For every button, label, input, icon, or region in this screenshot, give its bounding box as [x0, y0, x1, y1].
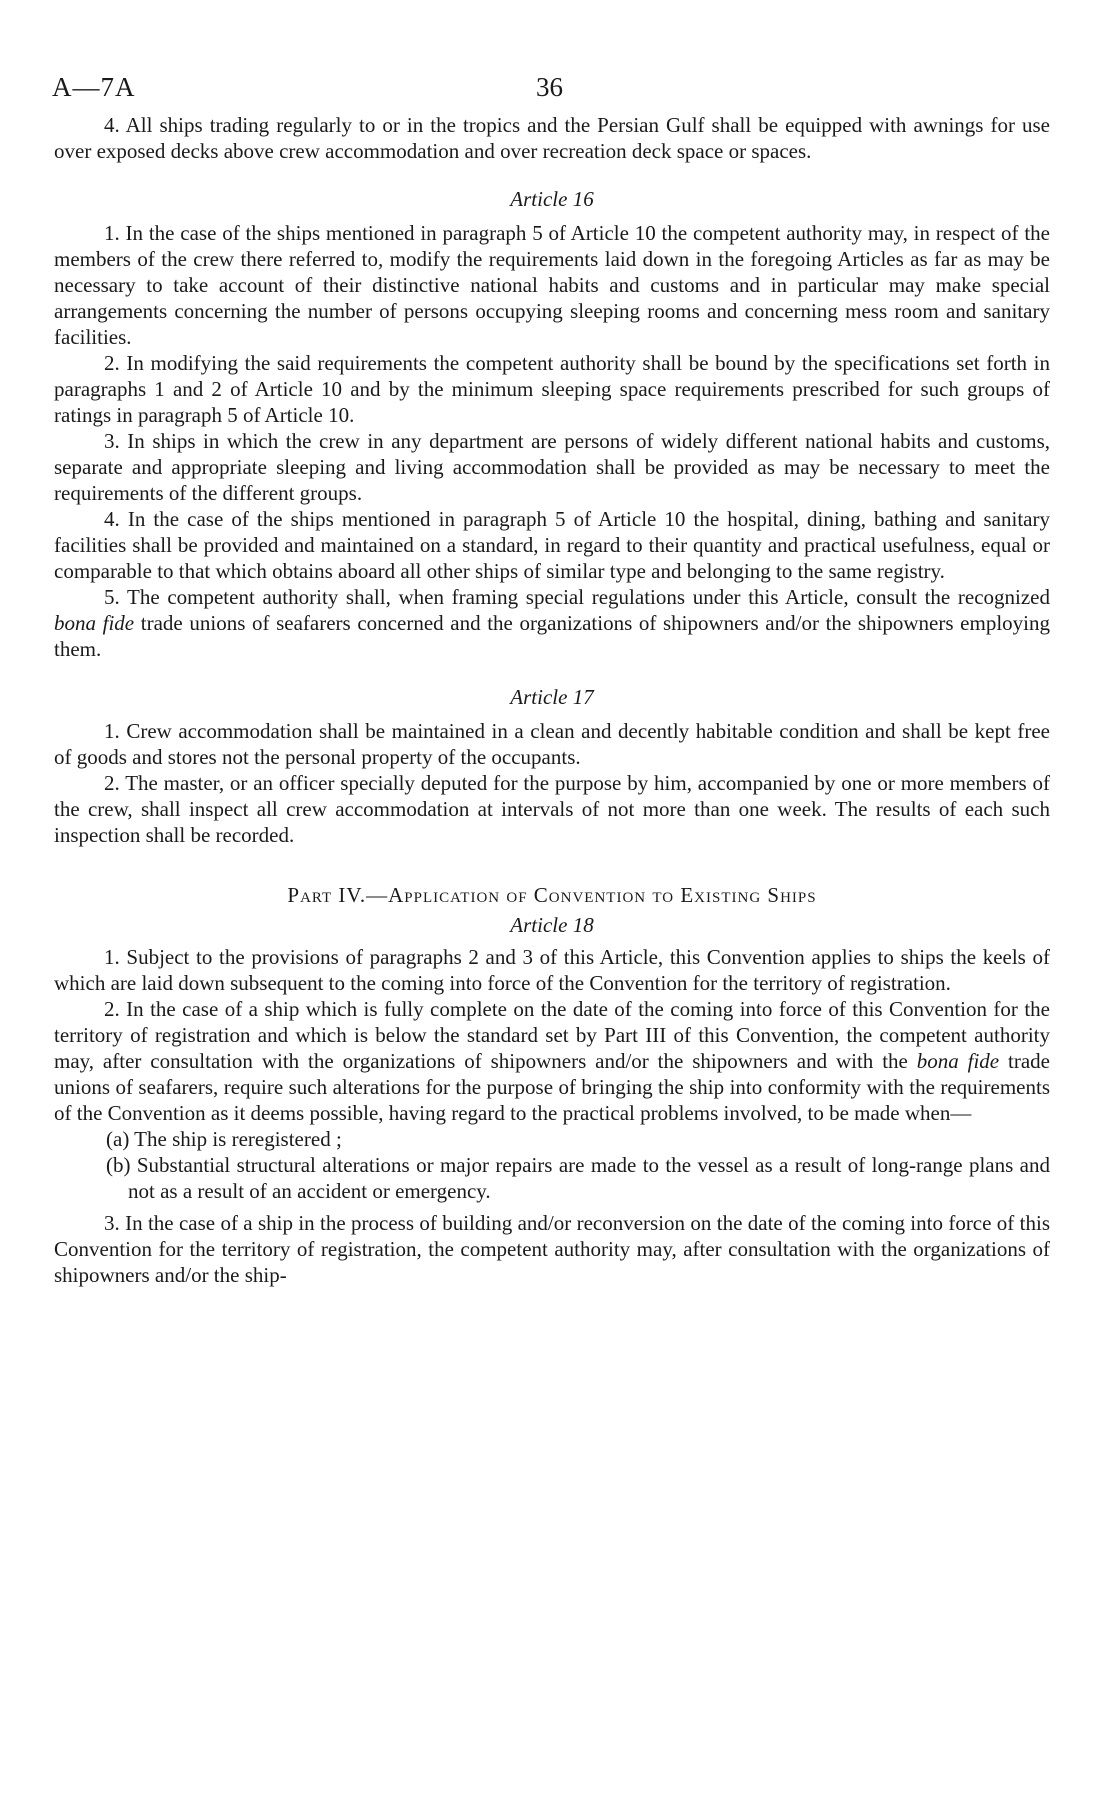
- paragraph-art18-2: 2. In the case of a ship which is fully complete on the date of the coming into force of this Convention for the territory of registration and which is below the standard set by Part III of this Convention, the competent authority may, after consultation with the organizations of shipowners and/or the shipowners and with the bona fide trade unions of seafarers, require such alterations for the purpose of bringing the ship into conformity with the requirements of the Convention as it deems possible, having regard to the practical problems involved, to be made when—: [54, 997, 1050, 1125]
- paragraph-art17-1: 1. Crew accommodation shall be maintained in a clean and decently habitable condition and shall be kept free of goods and stores not the personal property of the occupants.: [54, 719, 1050, 769]
- latin-term: bona fide: [54, 611, 135, 635]
- page-header: [54, 72, 1050, 112]
- list-item-a: (a) The ship is reregistered ;: [106, 1127, 342, 1151]
- article-17-heading: Article 17: [510, 685, 594, 709]
- article-18-heading: Article 18: [510, 913, 594, 937]
- paragraph-art18-1: 1. Subject to the provisions of paragraphs 2 and 3 of this Article, this Convention applies to ships the keels of which are laid down subsequent to the coming into force of the Convention for the territory of registration.: [54, 945, 1050, 995]
- paragraph-art18-3: 3. In the case of a ship in the process of building and/or reconversion on the date of the coming into force of this Convention for the territory of registration, the competent authority may, after consultation with the organizations of shipowners and/or the ship-: [54, 1211, 1050, 1287]
- list-item-b: (b) Substantial structural alterations or major repairs are made to the vessel as a result of long-range plans and not as a result of an accident or emergency.: [106, 1153, 1050, 1203]
- paragraph-art17-2: 2. The master, or an officer specially deputed for the purpose by him, accompanied by one or more members of the crew, shall inspect all crew accommodation at intervals of not more than one week. The results of each such inspection shall be recorded.: [54, 771, 1050, 847]
- latin-term: bona fide: [916, 1049, 1000, 1073]
- paragraph-art15-4: 4. All ships trading regularly to or in the tropics and the Persian Gulf shall be equipped with awnings for use over exposed decks above crew accommodation and over recreation deck space or spaces.: [54, 113, 1050, 163]
- paragraph-art16-1: 1. In the case of the ships mentioned in paragraph 5 of Article 10 the competent authority may, in respect of the members of the crew there referred to, modify the requirements laid down in the foregoing Articles as far as may be necessary to take account of their distinctive national habits and customs and in particular may make special arrangements concerning the number of persons occupying sleeping rooms and concerning mess room and sanitary facilities.: [54, 221, 1050, 349]
- part-iv-heading: Part IV.—Application of Convention to Existing Ships: [287, 883, 817, 907]
- paragraph-art16-4: 4. In the case of the ships mentioned in paragraph 5 of Article 10 the hospital, dining, bathing and sanitary facilities shall be provided and maintained on a standard, in regard to their quantity and practical usefulness, equal or comparable to that which obtains aboard all other ships of similar type and belonging to the same registry.: [54, 507, 1050, 583]
- paragraph-art16-2: 2. In modifying the said requirements the competent authority shall be bound by the specifications set forth in paragraphs 1 and 2 of Article 10 and by the minimum sleeping space requirements prescribed for such groups of ratings in paragraph 5 of Article 10.: [54, 351, 1050, 427]
- page-number: 36: [536, 72, 563, 102]
- paragraph-art16-3: 3. In ships in which the crew in any department are persons of widely different national habits and customs, separate and appropriate sleeping and living accommodation shall be provided as may be necessary to meet the requirements of the different groups.: [54, 429, 1050, 505]
- article-16-heading: Article 16: [510, 187, 594, 211]
- document-page: [54, 72, 1050, 1288]
- paragraph-art16-5: 5. The competent authority shall, when framing special regulations under this Article, consult the recognized bona fide trade unions of seafarers concerned and the organizations of shipowners and/or the shipowners employing them.: [54, 585, 1050, 661]
- document-reference: A—7A: [52, 72, 136, 102]
